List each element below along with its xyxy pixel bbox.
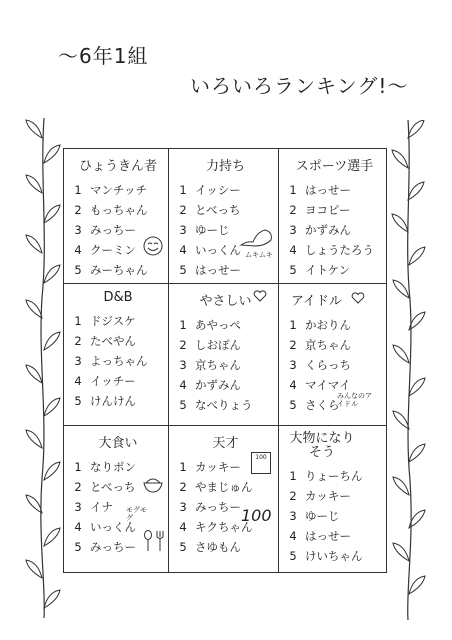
rank-number: 3 (289, 223, 297, 237)
rank-number: 5 (289, 549, 297, 563)
rank-number: 3 (74, 500, 82, 514)
rank-number: 3 (179, 500, 187, 514)
rank-name: かずみん (305, 223, 351, 237)
rank-name: りょーちん (305, 469, 363, 483)
rank-name: さくら (305, 398, 340, 412)
rank-name: あやっぺ (195, 318, 241, 332)
list-item (287, 506, 382, 526)
rank-number: 1 (74, 460, 82, 474)
rank-name: ヨコピー (305, 203, 351, 217)
rank-name: さゆもん (195, 540, 241, 554)
rank-name: くらっち (305, 358, 351, 372)
rank-number: 5 (74, 263, 82, 277)
list-item (287, 486, 382, 506)
list-item (287, 335, 382, 355)
rank-number: 4 (289, 243, 297, 257)
muki-doodle-text: ムキムキ (245, 251, 273, 259)
list-item (72, 180, 164, 200)
rank-number: 2 (289, 489, 297, 503)
rank-name: はっせー (195, 263, 241, 277)
ranking-cell-hyoukinmono (64, 149, 169, 284)
rank-number: 4 (179, 378, 187, 392)
list-item (72, 351, 164, 371)
rank-name: カッキー (305, 489, 351, 503)
rank-number: 4 (179, 520, 187, 534)
rank-name: かずみん (195, 378, 241, 392)
rank-number: 2 (74, 203, 82, 217)
rank-name: とべっち (90, 480, 136, 494)
list-item (177, 355, 274, 375)
ranking-cell-sports (279, 149, 386, 284)
rank-number: 2 (74, 334, 82, 348)
rank-number: 2 (289, 203, 297, 217)
rank-number: 1 (179, 318, 187, 332)
ranking-cell-yasashii (169, 284, 279, 426)
rank-name: はっせー (305, 529, 351, 543)
rank-name: しおぽん (195, 338, 241, 352)
ranking-cell-db (64, 284, 169, 426)
rank-name: やまじゅん (195, 480, 253, 494)
cell-title: 大物になりそう (289, 431, 355, 460)
rank-name: もっちゃん (90, 203, 148, 217)
rank-number: 1 (289, 183, 297, 197)
rank-number: 3 (74, 354, 82, 368)
rank-number: 4 (289, 529, 297, 543)
rice-bowl-icon (142, 474, 164, 494)
rank-number: 5 (74, 394, 82, 408)
rank-number: 1 (179, 183, 187, 197)
rank-number: 4 (74, 243, 82, 257)
list-item (177, 200, 274, 220)
rank-number: 1 (289, 469, 297, 483)
rank-number: 2 (179, 203, 187, 217)
paper-score-text: 100 (255, 454, 267, 461)
rank-name: イトケン (305, 263, 351, 277)
rank-number: 1 (289, 318, 297, 332)
rank-name: 京ちゃん (195, 358, 241, 372)
list-item (177, 395, 274, 415)
list-item (177, 260, 274, 280)
rank-name: カッキー (195, 460, 241, 474)
cell-title: 天才 (212, 436, 239, 451)
cell-title: 力持ち (205, 159, 245, 174)
rank-name: 京ちゃん (305, 338, 351, 352)
list-item (72, 311, 164, 331)
rank-number: 5 (179, 398, 187, 412)
rank-name: ドジスケ (90, 314, 136, 328)
rank-number: 5 (179, 263, 187, 277)
rank-number: 4 (289, 378, 297, 392)
heart-icon (351, 292, 365, 304)
rank-name: マイマイ (305, 378, 351, 392)
mogu-doodle-text: モグモグ (126, 506, 147, 522)
rank-number: 5 (74, 540, 82, 554)
list-item (287, 200, 382, 220)
rank-name: なりポン (90, 460, 136, 474)
cell-title: D&B (103, 290, 133, 305)
rank-number: 5 (289, 263, 297, 277)
rank-name: イナ (90, 500, 113, 514)
spoon-fork-icon (142, 530, 166, 552)
cell-title: アイドル (291, 294, 342, 309)
rank-name: けいちゃん (305, 549, 363, 563)
rank-name: いっくん (195, 243, 241, 257)
list-item (177, 180, 274, 200)
rank-number: 3 (289, 509, 297, 523)
rank-list (287, 180, 382, 280)
test-paper-icon (251, 452, 271, 474)
rank-name: みっちー (195, 500, 241, 514)
rank-number: 1 (74, 314, 82, 328)
list-item (72, 260, 164, 280)
list-item (287, 180, 382, 200)
list-item (287, 220, 382, 240)
rank-list (177, 315, 274, 415)
rank-number: 2 (74, 480, 82, 494)
list-item (72, 391, 164, 411)
rank-name: とべっち (195, 203, 241, 217)
list-item (287, 355, 382, 375)
list-item (287, 546, 382, 566)
cell-title: ひょうきん者 (78, 159, 157, 174)
rank-number: 4 (74, 520, 82, 534)
ranking-title: いろいろランキング!〜 (190, 74, 409, 98)
heart-icon (253, 290, 267, 302)
rank-name: みーちゃん (90, 263, 148, 277)
ranking-cell-idol (279, 284, 386, 426)
ranking-cell-oogui (64, 426, 169, 572)
rank-name: マンチッチ (90, 183, 148, 197)
rank-name: いっくん (90, 520, 136, 534)
rank-list (287, 466, 382, 566)
rank-name: たべやん (90, 334, 136, 348)
rank-name: かおりん (305, 318, 351, 332)
rank-name: イッチー (90, 374, 136, 388)
left-vine-decoration (22, 118, 66, 618)
rank-name: ゆーじ (195, 223, 230, 237)
ranking-cell-oomono (279, 426, 386, 572)
rank-name: ゆーじ (305, 509, 340, 523)
list-item (72, 371, 164, 391)
rank-number: 3 (179, 223, 187, 237)
smiley-face-icon (142, 235, 164, 257)
list-item (287, 466, 382, 486)
rank-number: 1 (74, 183, 82, 197)
rank-number: 2 (289, 338, 297, 352)
ranking-cell-chikaramochi (169, 149, 279, 284)
list-item (287, 260, 382, 280)
rank-number: 3 (74, 223, 82, 237)
rank-name: キクちゃん (195, 520, 253, 534)
list-item (177, 335, 274, 355)
rank-number: 3 (179, 358, 187, 372)
ranking-grid (63, 148, 387, 573)
right-vine-decoration (386, 120, 430, 620)
list-item (177, 315, 274, 335)
rank-name: なべりょう (195, 398, 253, 412)
rank-number: 1 (179, 460, 187, 474)
rank-number: 3 (289, 358, 297, 372)
cell-title: やさしい (199, 294, 252, 309)
rank-number: 5 (179, 540, 187, 554)
rank-name: クーミン (90, 243, 136, 257)
cell-title: 大食い (98, 436, 138, 451)
minna-idol-doodle-text: みんなのアイドル (337, 392, 372, 408)
rank-name: しょうたろう (305, 243, 374, 257)
rank-number: 5 (289, 398, 297, 412)
rank-name: はっせー (305, 183, 351, 197)
rank-list (72, 311, 164, 411)
rank-name: よっちゃん (90, 354, 148, 368)
list-item (287, 240, 382, 260)
rank-number: 4 (179, 243, 187, 257)
rank-list (72, 180, 164, 280)
list-item (177, 537, 274, 557)
ranking-cell-tensai (169, 426, 279, 572)
rank-number: 4 (74, 374, 82, 388)
cell-title: スポーツ選手 (295, 159, 374, 174)
class-title: 〜6年1組 (58, 44, 149, 68)
rank-name: みっちー (90, 223, 136, 237)
flexed-arm-icon (239, 227, 275, 249)
list-item (287, 315, 382, 335)
rank-number: 2 (179, 338, 187, 352)
rank-name: みっちー (90, 540, 136, 554)
rank-number: 2 (179, 480, 187, 494)
list-item (287, 526, 382, 546)
score-100-doodle: 100 (241, 506, 272, 525)
rank-name: イッシー (195, 183, 241, 197)
list-item (177, 375, 274, 395)
rank-name: けんけん (90, 394, 136, 408)
list-item (72, 331, 164, 351)
list-item (177, 477, 274, 497)
list-item (72, 200, 164, 220)
